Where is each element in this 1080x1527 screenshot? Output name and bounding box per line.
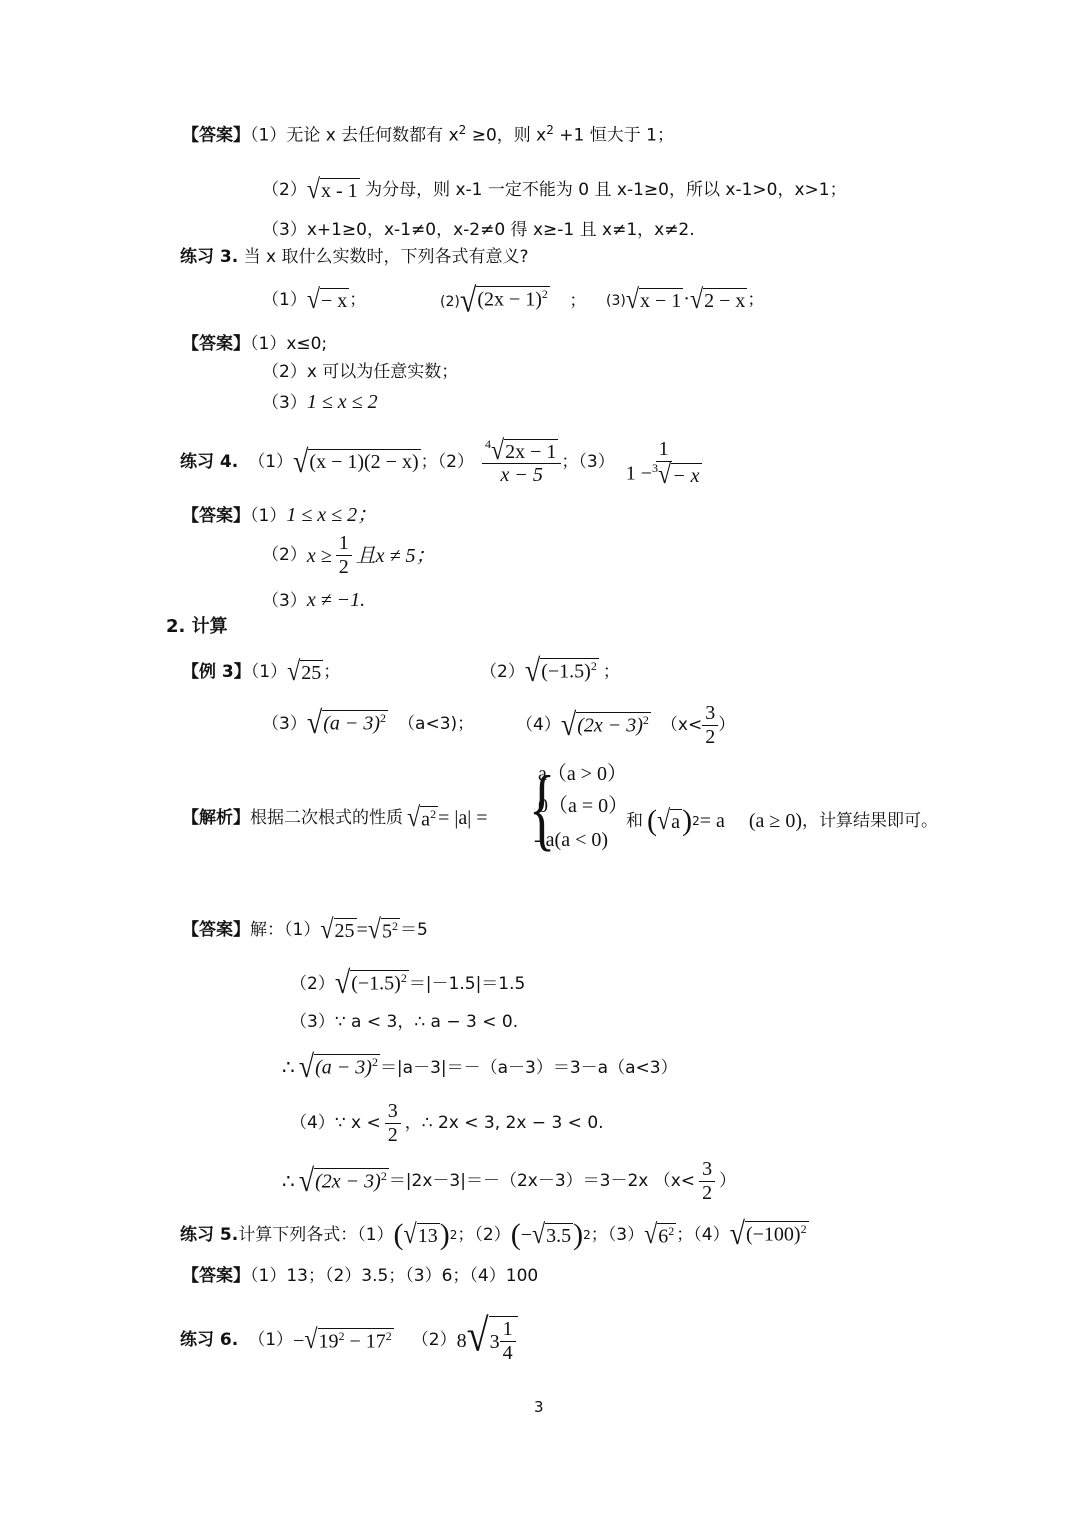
sqrt-expression: √ $(-100)^2$ [729, 1216, 807, 1253]
sqrt-expression: √ $19^2 - 17^2$ [304, 1325, 392, 1356]
coefficient: 8 [456, 1329, 467, 1352]
radicand: (a − 3) [323, 712, 381, 735]
radicand: 6 [658, 1225, 669, 1248]
solution-text: ＝5 [399, 919, 428, 940]
sqrt-expression: √ (x − 1)(2 − x) [293, 444, 419, 480]
sqrt-expression: √ $(a - 3)^2$ [298, 1049, 378, 1086]
analysis-tag: 【解析】 [182, 807, 250, 828]
equation-text: = [356, 919, 368, 942]
exponent: 2 [668, 1223, 675, 1238]
denominator: x − 5 [500, 464, 543, 487]
exercise-3-answer-1 [182, 336, 327, 353]
analysis-text: 根据二次根式的性质 [250, 807, 403, 828]
answer-text: ≥0，则 x [466, 125, 547, 146]
exercise-text: 当 x 取什么实数时，下列各式有意义? [238, 247, 529, 267]
example-tag: 【例 3】 [182, 662, 251, 682]
item-label: （1） [250, 662, 288, 682]
example-3-item-4 [516, 702, 735, 749]
fraction [702, 702, 718, 749]
solution-text: （4）∵ x < [290, 1113, 381, 1133]
exercise-3-item-2 [440, 281, 587, 320]
sqrt-expression: √ $(2x - 1)^2$ [459, 281, 548, 320]
therefore-symbol: ∴ [282, 1170, 295, 1193]
exponent: 2 [400, 971, 407, 985]
analysis-line [182, 803, 488, 833]
answer-text: +1 恒大于 1； [553, 125, 674, 146]
item-label: ；（4） [676, 1224, 730, 1245]
exercise-3-answer-3 [262, 392, 378, 412]
sqrt-expression: √ 13 [403, 1220, 438, 1250]
radicand: − x [672, 465, 700, 488]
item-label: （1） [250, 506, 287, 526]
fraction: 1 1 −$^3$ √ − x [625, 438, 700, 491]
radicand: 5 [381, 920, 392, 943]
answer-text: （1）无论 x 去任何数都有 x [250, 125, 459, 146]
item-label: ；（2） [457, 1224, 511, 1245]
condition: ） [718, 715, 736, 735]
item-label: ；（3） [561, 452, 615, 473]
solution-line-3: （3）∵ a < 3，∴ a − 3 < 0. [290, 1012, 519, 1032]
radicand: a [421, 808, 431, 831]
radicand: (2x − 3) [577, 714, 643, 737]
radicand: (a − 3) [315, 1056, 372, 1079]
exercise-5-answer [182, 1268, 538, 1285]
radicand: 2 − x [704, 290, 746, 312]
denominator: 2 [705, 726, 716, 748]
fraction [699, 1158, 715, 1205]
multiply-dot: · [683, 288, 690, 310]
answer-line-3: （3）x+1≥0，x-1≠0，x-2≠0 得 x≥-1 且 x≠1，x≠2. [262, 220, 695, 240]
analysis-text: ，计算结果即可。 [802, 810, 939, 831]
case-3: - a(a < 0) [534, 829, 609, 851]
exponent: 2 [692, 814, 700, 828]
answer-tag: 【答案】 [182, 919, 250, 940]
sqrt-expression: √ $5^2$ [367, 915, 398, 945]
exponent: 2 [385, 1329, 392, 1344]
exponent: 2 [380, 1168, 387, 1183]
separator: ； [602, 662, 620, 682]
sqrt-expression: √ $(2x - 3)^2$ [560, 707, 649, 743]
exercise-label: 练习 5. [180, 1224, 239, 1245]
analysis-text: 和 [626, 810, 643, 831]
example-3-item-3 [262, 705, 475, 742]
exercise-3-title [180, 249, 529, 266]
answer-line-2 [262, 175, 847, 205]
item-label: （2） [290, 973, 335, 994]
answer-math: x ≠ −1. [306, 589, 366, 611]
solution-text: ＝|a－3|＝－（a－3）＝3－a（a<3） [379, 1057, 678, 1078]
exponent: 2 [642, 712, 649, 727]
exercise-label: 练习 4. [180, 452, 239, 473]
radicand: (−1.5) [351, 972, 401, 995]
condition: （x< [660, 715, 703, 735]
fraction [385, 1100, 401, 1147]
therefore-symbol: ∴ [282, 1057, 295, 1079]
numerator: 3 [699, 1158, 715, 1182]
exponent: 2 [458, 123, 467, 137]
answer-math: 1 ≤ x ≤ 2 [306, 391, 378, 413]
exercise-label: 练习 6. [180, 1330, 239, 1350]
radicand: 2x − 1 [505, 441, 557, 464]
radicand: 13 [417, 1225, 438, 1247]
numerator: 3 [385, 1100, 401, 1124]
radicand: 25 [334, 920, 355, 943]
condition: （a<3)； [398, 714, 475, 734]
sqrt-expression: √ $(-1.5)^2$ [334, 965, 407, 1002]
exponent: 2 [391, 919, 398, 933]
root-index: 4 [484, 437, 491, 451]
solution-text: 解：（1） [250, 919, 321, 940]
numerator: 1 [336, 532, 352, 556]
solution-line-4 [290, 1100, 604, 1147]
example-3-item-2 [480, 653, 620, 690]
solution-line-2 [290, 965, 526, 1002]
answer-tag: 【答案】 [182, 125, 250, 146]
numerator: 3 [702, 702, 718, 726]
separator: ； [323, 662, 341, 682]
exponent: 2 [430, 807, 437, 821]
item-label: (2) [440, 294, 460, 310]
analysis-line-tail: 和 ( √ a ) 2 = a (a ≥ 0) ，计算结果即可。 [626, 804, 939, 837]
radicand: (−100) [745, 1223, 801, 1246]
item-label: （1） [262, 290, 307, 310]
sqrt-expression: √ 25 [287, 657, 322, 687]
example-3-line-1 [182, 657, 341, 687]
radicand: (−1.5) [541, 660, 591, 683]
radicand: a [671, 811, 681, 833]
answer-tag: 【答案】 [182, 506, 250, 526]
numerator: 1 [500, 1318, 516, 1342]
item-label: (3) [606, 293, 626, 309]
solution-text: ＝|－1.5|＝1.5 [408, 973, 526, 994]
sqrt-expression: √ 3 $\frac{1}{4}$ [467, 1316, 518, 1365]
solution-line-3b [282, 1049, 678, 1086]
sqrt-expression: √ − x [306, 285, 348, 315]
answer-text: （1）x≤0; [250, 334, 328, 354]
item-label: （4） [516, 715, 561, 735]
cases-brace: { [528, 757, 556, 859]
item-label: （1） [248, 452, 294, 473]
fraction: $^4$ √ 2x − 1 x − 5 [482, 438, 561, 487]
separator: ； [569, 291, 587, 311]
sqrt-expression: √ x − 1 [625, 285, 682, 315]
denominator: 2 [702, 1182, 713, 1204]
item-label: （2） [480, 662, 525, 682]
item-label: ；（3） [590, 1224, 645, 1245]
item-label: （2） [262, 180, 307, 200]
answer-math: 且x ≠ 5； [355, 544, 436, 567]
sqrt-expression: √ $(a - 3)^2$ [306, 705, 387, 742]
denominator: 2 [338, 556, 349, 578]
solution-line-1 [182, 915, 428, 946]
section-title: 2. 计算 [166, 616, 228, 637]
exponent: 2 [800, 1222, 807, 1236]
exercise-3-item-3 [606, 285, 765, 315]
radicand: − 17 [344, 1330, 386, 1353]
answer-text: 为分母，则 x-1 一定不能为 0 且 x-1≥0，所以 x-1>0，x>1； [359, 180, 847, 200]
exercise-4-answer-2 [262, 532, 436, 579]
exponent: 2 [380, 711, 387, 725]
item-label: （3） [262, 393, 307, 413]
exponent: 2 [338, 1329, 345, 1344]
mixed-integer: 3 [489, 1330, 500, 1353]
answer-tag: 【答案】 [182, 334, 250, 354]
exercise-text: 计算下列各式：（1） [238, 1224, 394, 1245]
exercise-4 [180, 436, 705, 491]
sqrt-expression: √ $6^2$ [644, 1219, 675, 1250]
item-label: （3） [262, 591, 307, 611]
sqrt-expression: √ 3.5 [531, 1220, 572, 1250]
solution-text: ，∴ 2x < 3, 2x − 3 < 0. [404, 1113, 604, 1133]
numerator: 1 [656, 438, 672, 462]
equation-text: = a [699, 810, 725, 832]
sqrt-expression: √ 2 − x [689, 285, 746, 315]
exponent: 2 [371, 1055, 378, 1069]
answer-math: 1 ≤ x ≤ 2； [286, 504, 378, 526]
exercise-6: 练习 6. （1） − √ $19^2 - 17^2$ （2） 8 √ 3 $\frac{1}{4}$ [180, 1316, 518, 1365]
separator: ； [349, 290, 367, 310]
exercise-5: 练习 5. 计算下列各式：（1） ( √ 13 ) 2 ；（2） ( − √ 3.5 ) 2 ；（3） √ $6^2$ ；（4） √ $(-100)^2$ [180, 1216, 807, 1253]
radicand: 19 [318, 1330, 339, 1353]
exponent: 2 [546, 123, 554, 137]
sqrt-expression: √ 25 [320, 915, 355, 946]
condition: (a ≥ 0) [748, 810, 803, 832]
solution-text: ＝|2x－3|＝－（2x－3）＝3－2x （x< [388, 1171, 696, 1191]
root-index: 3 [652, 461, 659, 475]
exponent: 2 [449, 1228, 458, 1242]
solution-text: ） [719, 1171, 737, 1191]
exercise-4-answer-3 [262, 590, 365, 610]
sqrt-expression: √ $(2x - 3)^2$ [298, 1163, 387, 1199]
item-label: （1） [248, 1330, 294, 1350]
radicand: − x [321, 290, 348, 312]
sqrt-expression: √ x - 1 [306, 175, 358, 205]
radicand: 3.5 [546, 1225, 572, 1247]
exercise-4-answer-1 [182, 505, 377, 525]
item-label: （3） [262, 714, 307, 734]
radicand: x − 1 [640, 290, 682, 312]
exponent: 2 [541, 287, 548, 301]
case-1: a（a > 0） [538, 763, 628, 785]
exercise-3-items [262, 285, 367, 315]
radicand: (2x − 3) [315, 1170, 381, 1193]
equation-text: = |a| = [438, 807, 488, 830]
item-label: （2） [411, 1330, 457, 1350]
answer-tag: 【答案】 [182, 1266, 250, 1286]
page-number: 3 [534, 1398, 544, 1416]
solution-line-4b [282, 1158, 736, 1205]
fraction [336, 532, 352, 579]
sqrt-expression: √ a [657, 806, 681, 836]
radicand: (2x − 1) [477, 288, 542, 311]
item-label: （2） [262, 545, 307, 565]
exponent: 2 [590, 659, 597, 673]
answer-line-1 [182, 124, 674, 145]
denominator: 2 [387, 1124, 398, 1146]
sqrt-expression: √ $a^2$ [407, 803, 437, 833]
answer-math: x ≥ [306, 544, 332, 567]
separator: ； [747, 290, 765, 310]
exponent: 2 [583, 1228, 591, 1242]
denominator: 4 [502, 1342, 513, 1364]
radicand: 25 [301, 662, 322, 684]
item-label: ；（2） [420, 452, 474, 473]
sqrt-expression: √ $(-1.5)^2$ [524, 653, 597, 690]
case-2: 0（a = 0） [538, 795, 629, 817]
radicand: (x − 1)(2 − x) [308, 449, 420, 477]
answer-text: （1）13；（2）3.5；（3）6；（4）100 [250, 1266, 539, 1286]
denominator-text: 1 − [625, 462, 653, 485]
exercise-3-answer-2: （2）x 可以为任意实数； [262, 362, 459, 382]
radicand: x - 1 [321, 180, 358, 202]
exercise-label: 练习 3. [180, 247, 239, 267]
